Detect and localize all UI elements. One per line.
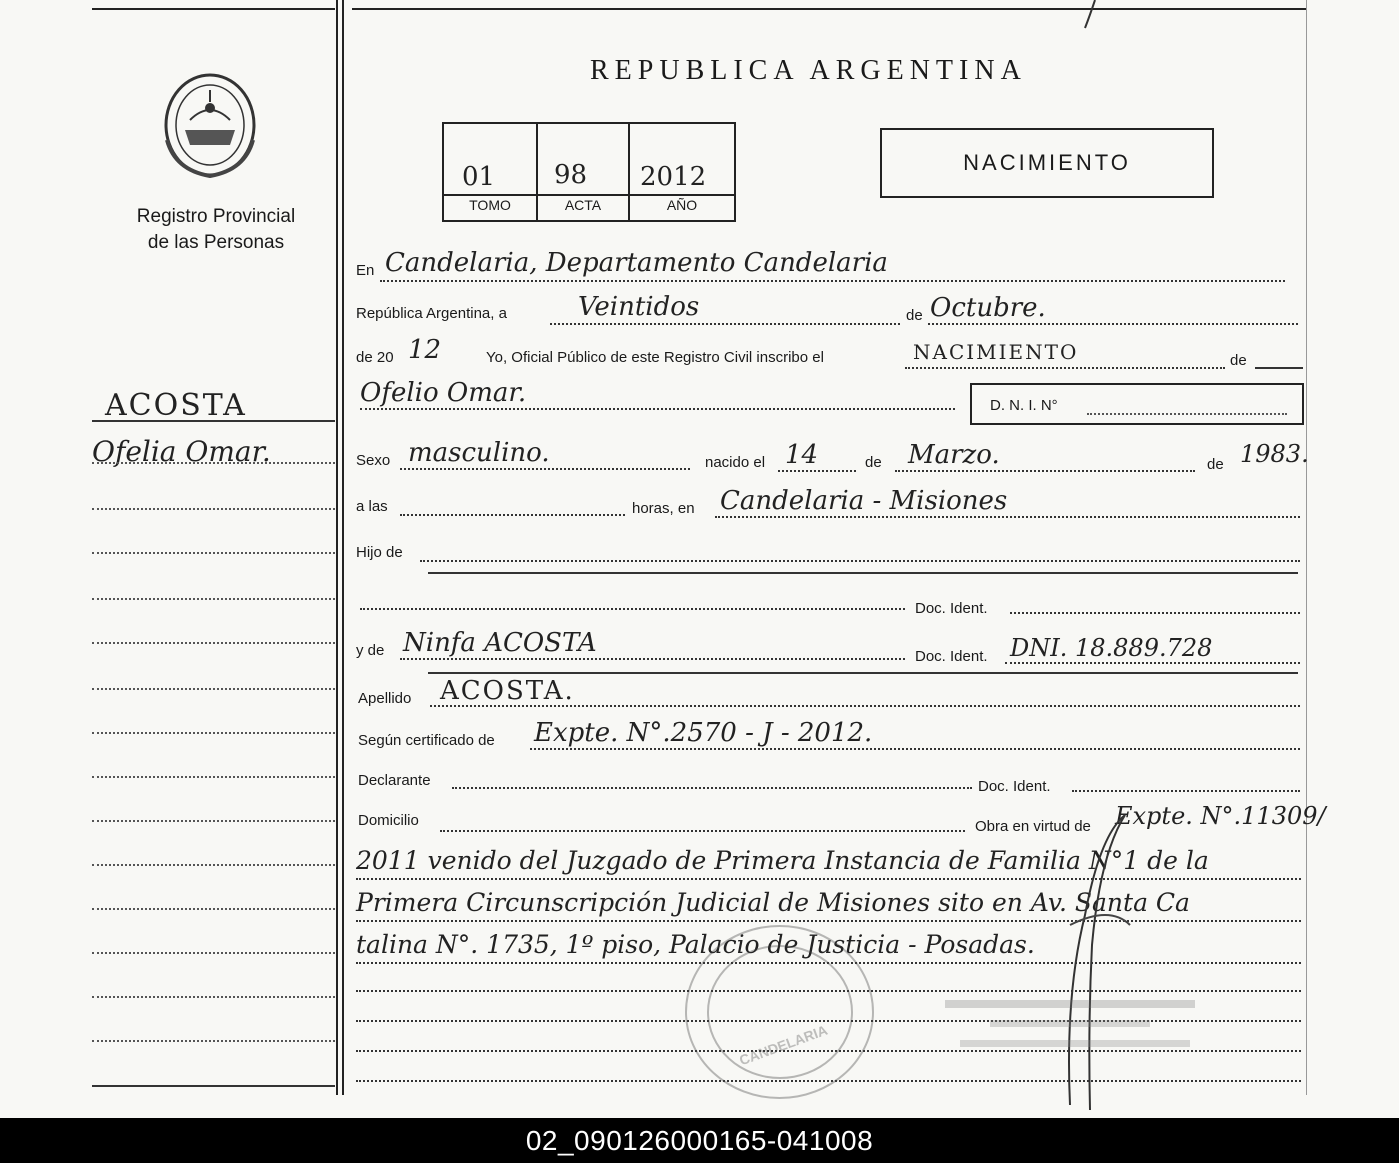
note-line-3: talina N°. 1735, 1º piso, Palacio de Justicia - Posadas. xyxy=(356,930,1035,959)
sidebar-dotted-line xyxy=(92,732,335,734)
note-line-2: Primera Circunscripción Judicial de Misiones sito en Av. Santa Ca xyxy=(356,888,1190,917)
official-stamp-icon xyxy=(945,1000,1200,1055)
signature-icon xyxy=(1030,795,1140,1115)
obra-label: Obra en virtud de xyxy=(975,818,1091,835)
tomo-value: 01 xyxy=(462,162,496,192)
sidebar-dotted-line xyxy=(92,864,335,866)
month-value: Octubre. xyxy=(930,293,1046,323)
image-reference-code: 02_090126000165-041008 xyxy=(0,1118,1399,1163)
top-left-rule xyxy=(92,8,335,10)
hijo-label: Hijo de xyxy=(356,544,403,561)
seal-text: CANDELARIA xyxy=(737,1021,830,1069)
sidebar-dotted-line xyxy=(92,508,335,510)
de1-label: de xyxy=(906,307,923,324)
day-value: Veintidos xyxy=(578,292,700,322)
sidebar-dotted-line xyxy=(92,952,335,954)
tomo-label: TOMO xyxy=(469,197,511,213)
sidebar-dotted-line xyxy=(92,552,335,554)
sidebar-bottom-rule xyxy=(92,1085,335,1087)
page-edge-line xyxy=(1306,0,1307,1095)
declarante-label: Declarante xyxy=(358,772,431,789)
mother-doc-value: DNI. 18.889.728 xyxy=(1010,634,1213,662)
acta-label: ACTA xyxy=(564,197,602,213)
sidebar-dotted-line xyxy=(92,688,335,690)
apellido-label: Apellido xyxy=(358,690,412,707)
agency-name-line2: de las Personas xyxy=(147,232,285,253)
obra-value: Expte. N°.11309/ xyxy=(1115,802,1326,830)
birth-day: 14 xyxy=(785,440,819,470)
name-value: Ofelio Omar. xyxy=(360,378,527,408)
stub-divider-left xyxy=(336,0,338,1095)
record-type-label: NACIMIENTO xyxy=(963,150,1131,175)
sidebar-dotted-line xyxy=(92,642,335,644)
agency-name-line1: Registro Provincial xyxy=(136,206,296,227)
sidebar-surname-rule xyxy=(92,420,335,422)
apellido-value: ACOSTA. xyxy=(440,676,575,706)
de4-label: de xyxy=(1207,456,1224,473)
de2-label: de xyxy=(1230,352,1247,369)
birth-year: 1983. xyxy=(1240,440,1309,468)
stub-divider-right xyxy=(342,0,344,1095)
republica-label: República Argentina, a xyxy=(356,305,507,322)
country-title: REPUBLICA ARGENTINA xyxy=(590,55,1027,86)
record-type-box xyxy=(880,128,1214,198)
sidebar-dotted-line xyxy=(92,598,335,600)
a-las-label: a las xyxy=(356,498,388,515)
segun-label: Según certificado de xyxy=(358,732,495,749)
sidebar-dotted-line xyxy=(92,820,335,822)
sidebar-surname: ACOSTA xyxy=(105,388,247,423)
sexo-value: masculino. xyxy=(408,438,550,468)
top-scribble-icon xyxy=(1075,0,1105,30)
sidebar-dotted-line xyxy=(92,1040,335,1042)
sexo-label: Sexo xyxy=(356,452,391,469)
year-value: 12 xyxy=(408,335,442,365)
de3-label: de xyxy=(865,454,882,471)
dni-box xyxy=(970,383,1304,425)
inscribo-value: NACIMIENTO xyxy=(913,340,1079,364)
segun-value: Expte. N°.2570 - J - 2012. xyxy=(534,718,873,748)
y-de-label: y de xyxy=(356,642,385,659)
en-value: Candelaria, Departamento Candelaria xyxy=(385,248,888,278)
note-line-1: 2011 venido del Juzgado de Primera Instancia de Familia N°1 de la xyxy=(356,846,1209,875)
yo-text: Yo, Oficial Público de este Registro Civil inscribo el xyxy=(486,349,824,366)
mother-value: Ninfa ACOSTA xyxy=(403,628,597,658)
doc-ident3-label: Doc. Ident. xyxy=(978,778,1051,795)
sidebar-dotted-line xyxy=(92,996,335,998)
en-label: En xyxy=(356,262,375,279)
top-right-rule xyxy=(352,8,1307,10)
anio-label: AÑO xyxy=(666,197,698,213)
de20-label: de 20 xyxy=(356,349,394,366)
sidebar-dotted-line xyxy=(92,908,335,910)
sidebar-dotted-line xyxy=(92,462,335,464)
anio-value: 2012 xyxy=(640,162,707,192)
sidebar-given-names: Ofelia Omar. xyxy=(92,435,271,468)
misiones-province-emblem-icon xyxy=(155,70,265,185)
sidebar-dotted-line xyxy=(92,776,335,778)
doc-ident2-label: Doc. Ident. xyxy=(915,648,988,665)
registry-seal xyxy=(685,925,874,1099)
dni-label: D. N. I. N° xyxy=(990,397,1058,414)
horas-label: horas, en xyxy=(632,500,695,517)
doc-ident1-label: Doc. Ident. xyxy=(915,600,988,617)
birth-month: Marzo. xyxy=(908,440,1000,470)
nacido-label: nacido el xyxy=(705,454,766,471)
domicilio-label: Domicilio xyxy=(358,812,419,829)
record-number-box xyxy=(442,122,736,222)
acta-value: 98 xyxy=(554,160,588,190)
birth-place: Candelaria - Misiones xyxy=(720,486,1008,516)
